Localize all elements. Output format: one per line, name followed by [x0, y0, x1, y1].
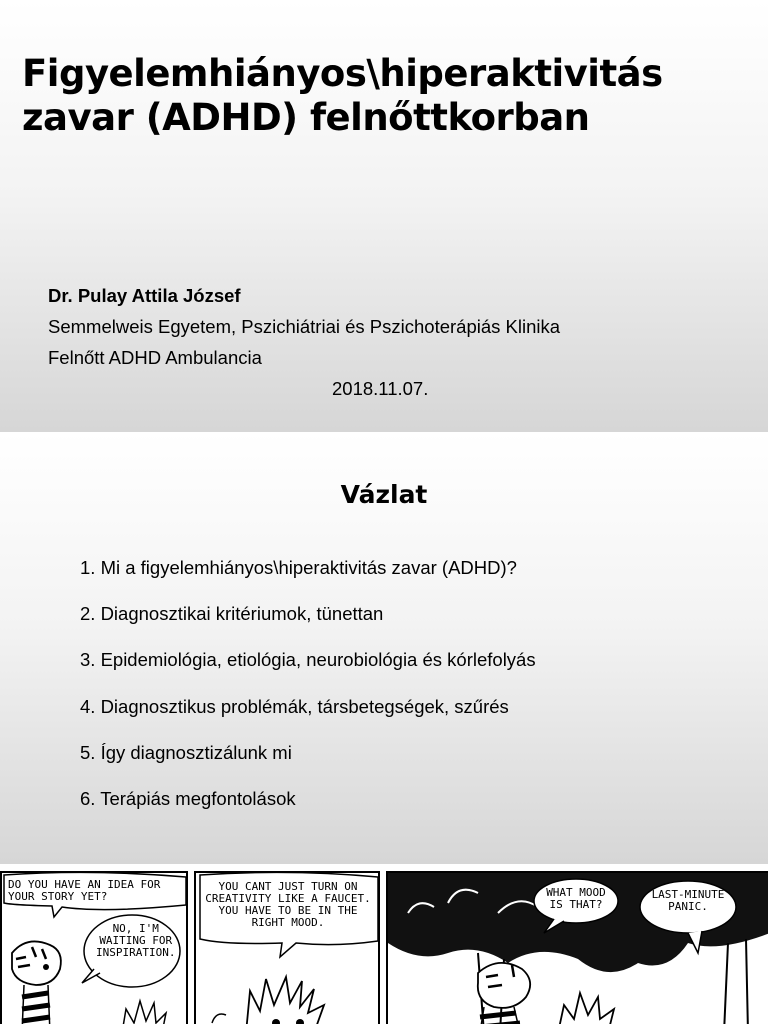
author-name: Dr. Pulay Attila József — [48, 285, 241, 306]
outline-heading: Vázlat — [340, 480, 428, 509]
panel-1-bubble-1: DO YOU HAVE AN IDEA FOR YOUR STORY YET? — [8, 878, 161, 903]
panel-2-bubble: YOU CANT JUST TURN ON CREATIVITY LIKE A FAUCET. YOU HAVE TO BE IN THE RIGHT MOOD. — [205, 880, 371, 929]
affiliation: Semmelweis Egyetem, Pszichiátriai és Pszichoterápiás Klinika — [48, 316, 561, 337]
comic-panel-1 — [0, 871, 188, 1024]
outline-item: 6. Terápiás megfontolások — [80, 787, 296, 809]
outline-item: 4. Diagnosztikus problémák, társbetegségek, szűrés — [80, 695, 509, 717]
outline-slide — [0, 432, 768, 864]
outline-item: 1. Mi a figyelemhiányos\hiperaktivitás zavar (ADHD)? — [80, 557, 517, 578]
panel-3-bubble-1: WHAT MOOD IS THAT? — [546, 886, 606, 911]
outline-item: 3. Epidemiológia, etiológia, neurobiológia és kórlefolyás — [80, 649, 536, 671]
outline-item: 2. Diagnosztikai kritériumok, tünettan — [80, 603, 384, 625]
title-line-2: zavar (ADHD) felnőttkorban — [22, 96, 590, 139]
panel-3-bubble-2: LAST-MINUTE PANIC. — [651, 888, 725, 913]
comic-panel-2 — [194, 871, 380, 1024]
comic-panel-3 — [386, 871, 768, 1024]
panel-1-bubble-2: NO, I'M WAITING FOR INSPIRATION. — [96, 922, 176, 959]
outline-list — [80, 556, 760, 833]
author-block — [48, 280, 748, 404]
title-slide — [0, 0, 768, 432]
title-line-1: Figyelemhiányos\hiperaktivitás — [22, 52, 663, 95]
unit-name: Felnőtt ADHD Ambulancia — [48, 347, 262, 368]
presentation-date: 2018.11.07. — [332, 378, 429, 399]
comic-strip — [0, 866, 768, 1024]
presentation-title — [22, 52, 752, 140]
outline-item: 5. Így diagnosztizálunk mi — [80, 741, 292, 763]
